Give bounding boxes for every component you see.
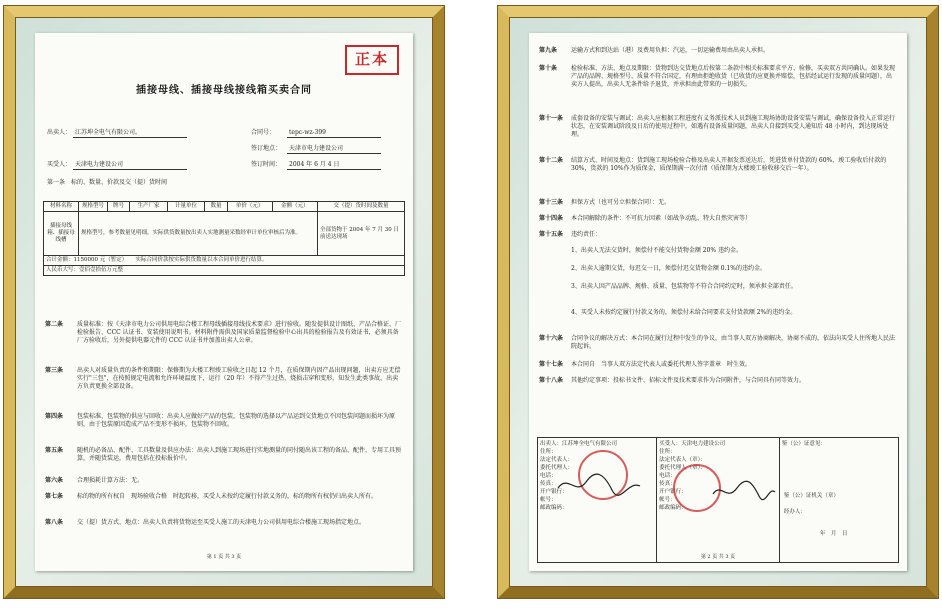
col-material: 材料名称 (44, 202, 79, 212)
penalty-1: 1、出卖人无法交货时，须偿付不能交付货物金额 20% 违约金。 (571, 247, 742, 254)
seller-value: 江苏坤全电气有限公司。 (73, 129, 187, 138)
penalty-3: 3、出卖人因产品品牌、规格、质量、包装物等不符合合同约定时，须承担全部责任。 (571, 283, 797, 290)
row-material: 插接母线箱、插接母线槽 (44, 212, 79, 256)
col-qty: 数量 (205, 202, 227, 212)
clause-4: 第四条 包装标准、包装物的供应与回收：出卖人应做好产品的包装，包装物的选择以产品运到交货地点不因包装问题而损坏为原则，由于包装原因造成产品不变形不损坏，包装物不回收。 (45, 413, 396, 428)
col-spec: 规格型号 (79, 202, 108, 212)
contract-page-1 (35, 33, 413, 571)
clause-15: 第十五条 违约责任： (539, 231, 602, 238)
seller-signature (554, 470, 644, 500)
page-footer: 第 1 页 共 3 页 (206, 554, 242, 560)
items-table-header (44, 202, 405, 212)
seller-row (47, 129, 401, 138)
col-brand: 牌号 (108, 202, 130, 212)
contract-no-value: tepc-wz-399 (287, 129, 381, 138)
buyer-row (47, 161, 401, 170)
document-frame-right (498, 6, 938, 598)
clause-6: 第六条 合理损耗计算方法：无。 (45, 477, 144, 484)
buyer-signature (709, 478, 779, 504)
clause-17: 第十七条 本合同自 当事人双方法定代表人或委托代理人签字盖章 时生效。 (539, 361, 752, 368)
clause-2: 第二条 质量标准：按《天津市电力公司供用电综合楼工程母线插接母线技术要求》进行验收。随发提供设计图纸、产品合格证、厂检验报告、CCC 认证书、安装使用说明书。材料附件需供及国家质量监督检验中心出具的检验报告及有效证书，必须具备厂方验收后，另外提供电器元件的 CCC 认证书并加盖出卖人公章。 (45, 321, 402, 344)
table-rmb-row (44, 266, 405, 276)
table-row (44, 212, 405, 256)
sign-time-value: 2004 年 6 月 4 日 (287, 161, 381, 170)
signature-table (537, 437, 899, 563)
col-amount: 金额（元） (272, 202, 317, 212)
buyer-value: 天津电力建设公司 (73, 161, 187, 170)
buyer-label: 买受人： (47, 161, 72, 168)
row-delivery: 全部货物于 2004 年 7 月 30 日前送达现场 (318, 212, 405, 256)
total-line: 合计金额：1150000 元（暂定） 实际合同价款按实际供货数量以本合同单价进行结算。 (44, 256, 405, 266)
notary-block: 鉴（公）证意见： 鉴（公）证机关（章） 经办人： 年 月 日 (779, 438, 898, 563)
section-1-heading: 第一条 标的、数量、价款及交（提）货时间 (47, 179, 168, 186)
rmb-line: 人民币大写：壹佰壹拾伍万元整 (44, 266, 405, 276)
clause-12: 第十二条 结算方式、时间及地点：货到施工现场检验合格及出卖人开据发票送达后，凭进货单付货款的 60%，竣工验收后付款的 30%，货款的 10%作为质保金，质保期满一次付清（质保期为大楼竣工验收移交后一年）。 (539, 157, 887, 172)
clause-14: 第十四条 本合同解除的条件：不可抗力因素（如战争动乱、特大自然灾害等） (539, 215, 752, 222)
clause-7: 第七条 标的物的所有权自 现场验收合格 时起转移，买受人未按约定履行付款义务的，标的物所有权仍归出卖人所有。 (45, 493, 378, 500)
contract-page-2 (529, 33, 907, 571)
row-spec: 规格型号，参考数量见明细，实际供货数量按出卖人实地测量采数经审计单位审核后为准。 (79, 212, 318, 256)
clause-9: 第九条 运输方式和到达站（港）及费用负担：汽运，一切运输费用由出卖人承担。 (539, 47, 770, 54)
clause-10: 第十条 检验标准、方法、地点及期限：货物到达交货地点后按第二条款中相关标准要求平方、验修，买卖双方共同确认。如果发现产品的品牌、规格型号、质量不符合国定，有理由拒绝收货（已收货的应更换并赔偿，包括经试运行发现的质量问题），出卖方人提出，出卖人无条件给予退货，并承担由此带来的一切损失。 (539, 65, 896, 88)
original-copy-stamp: 正本 (345, 45, 399, 75)
penalty-2: 2、出卖人逾期交货，每迟交一日，须偿付迟交货物金额 0.1%的违约金。 (571, 265, 766, 272)
sign-time-label: 签订时间： (251, 161, 282, 168)
col-delivery: 交（提）货时间及数量 (318, 202, 405, 212)
col-maker: 生产厂家 (130, 202, 168, 212)
clause-5: 第五条 随机的必备品、配件、工具数量及供应办法：出卖人到施工现场进行实地测量的同付随出该工程的备品、配件，专用工具预算，并随货装运，费用包括在投标报价中。 (45, 447, 402, 462)
seller-signature-block: 出卖人：江苏坤全电气有限公司 住所： 法定代表人： 委托代理人： 电话： 传真： 开户银行： 帐号： 邮政编码： (538, 438, 657, 563)
contract-no-label: 合同号： (251, 129, 276, 136)
clause-18: 第十八条 其他约定事项：投标书文件、招标文件及技术要求作为合同附件，与合同具有同等效力。 (539, 377, 806, 384)
sign-place-value: 天津市电力建设公司 (287, 145, 381, 154)
col-price: 单价（元） (227, 202, 272, 212)
seller-label: 出卖人： (47, 129, 72, 136)
clause-16: 第十六条 合同争议的解决方式：本合同在履行过程中发生的争议，由当事人双方协商解决，协商不成的，依法向买受人住所地人民法院起诉。 (539, 335, 896, 350)
table-total-row (44, 256, 405, 266)
document-frame-left (4, 6, 444, 598)
col-unit: 计量单位 (167, 202, 205, 212)
clause-11: 第十一条 成套设备的安装与调试：出卖人应根据工程进度有义务派技术人员到施工现场协助设备安装与调试，确保设备投入正常运行状态，在安装调试阶段及日后的使用过程中，如遇有设备质量问题，出卖人自接到买受人通知后 48 小时内，到达现场处理。 (539, 115, 896, 138)
penalty-4: 4、买受人未按约定履行付款义务的，须偿付未给合同要求支付货款额 2%的违约金。 (571, 309, 797, 316)
clause-8: 第八条 交（提）货方式、地点：出卖人负责将货物运至买受人施工的天津电力公司供用电综合楼施工现场指定地点。 (45, 519, 366, 526)
items-table (43, 201, 405, 276)
page-footer: 第 2 页 共 3 页 (700, 554, 736, 560)
contract-title: 插接母线、插接母线接线箱买卖合同 (136, 85, 312, 96)
clause-13: 第十三条 担保方式（也可另立担保合同）：无。 (539, 199, 671, 206)
buyer-signature-block: 买受人：天津电力建设公司 住所： 法定代表人（章）： 委托代理人（章）： 电话： 传真： 开户银行： 帐号： 邮政编码： (657, 438, 780, 563)
sign-place-label: 签订地点： (251, 145, 282, 152)
clause-3: 第三条 出卖人对质量负责的条件和期限：保修期为大楼工程竣工验收之日起 12 个月，在质保期内因产品出现问题，出卖方应无偿实行"三包"，在按照规定电流和允许环境温度下，运行（20 年）不得产生过热、烧损击穿和变形，知发生此类事故，出卖方负责更换全部设备。 (45, 367, 401, 390)
